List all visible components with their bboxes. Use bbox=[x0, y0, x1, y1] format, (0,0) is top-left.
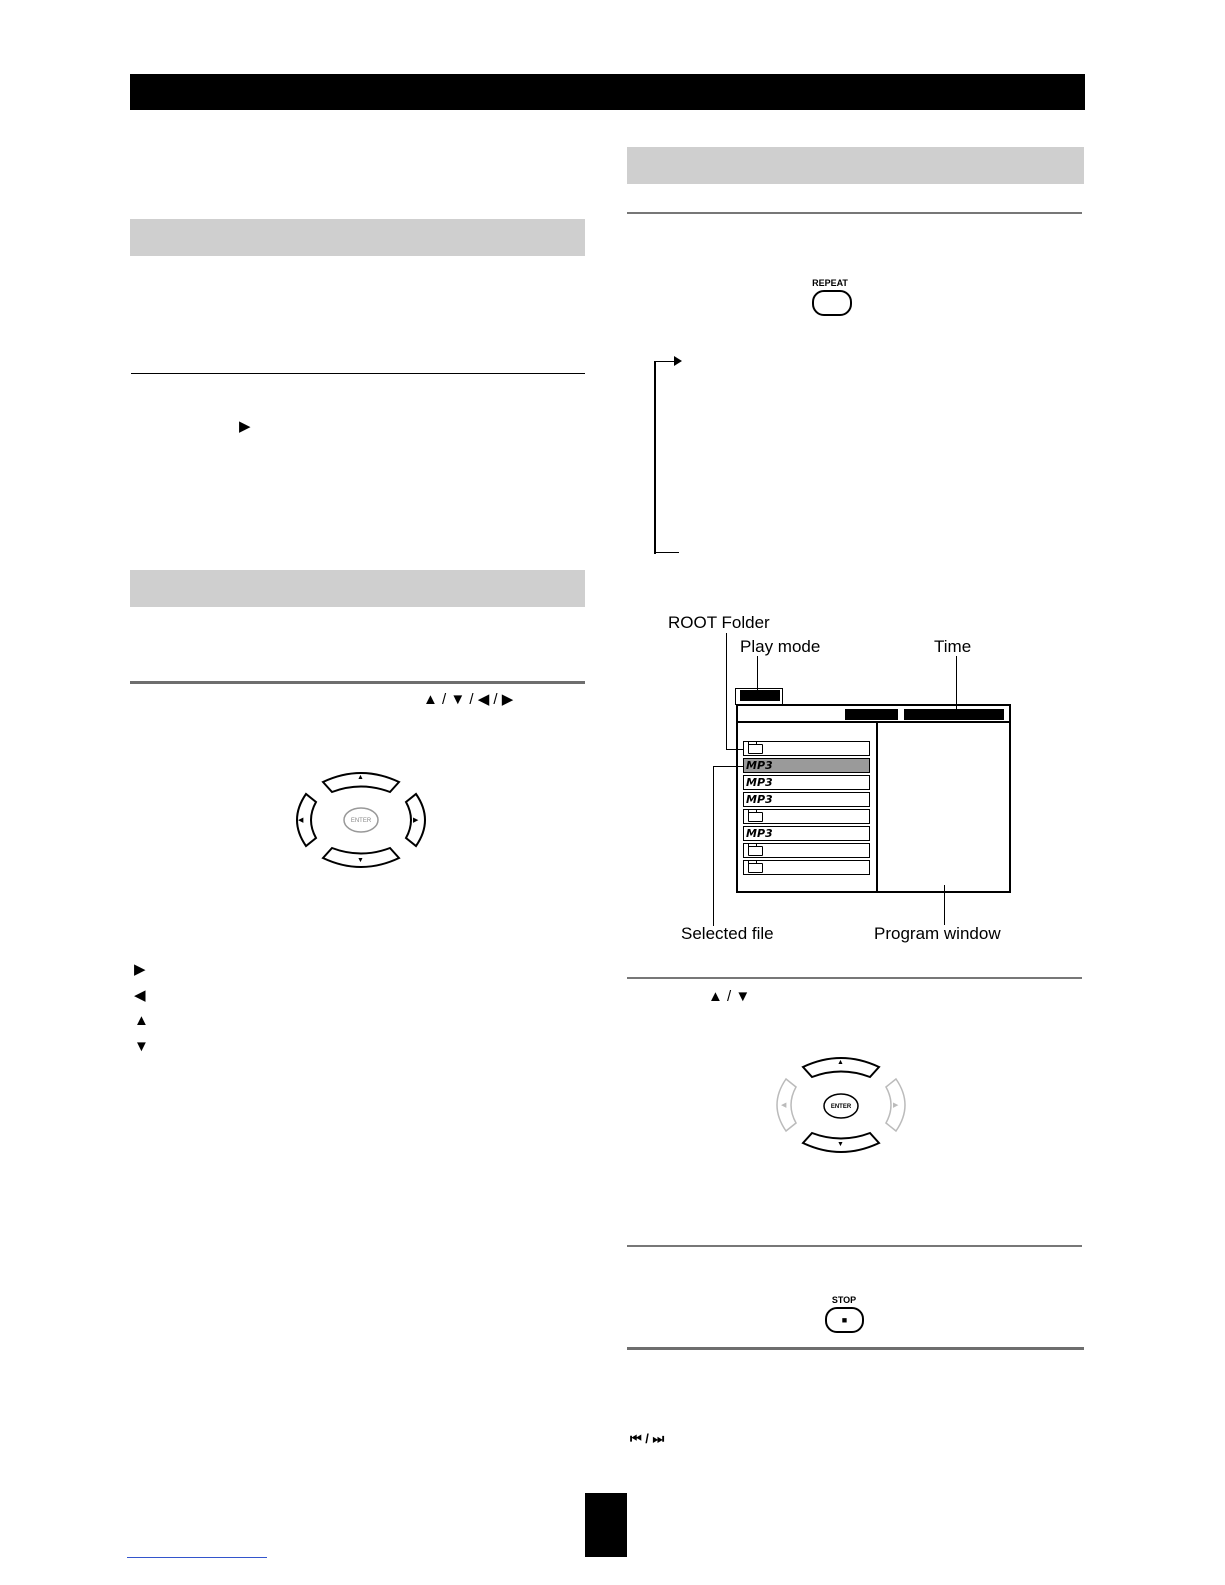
folder-icon bbox=[748, 744, 763, 754]
list-item-mp3[interactable] bbox=[743, 792, 870, 807]
folder-icon bbox=[748, 863, 763, 873]
time-label: Time bbox=[934, 637, 972, 656]
list-item-folder[interactable] bbox=[743, 843, 870, 858]
stop-button[interactable] bbox=[825, 1307, 864, 1333]
dpad-right-icon: ▶ bbox=[893, 1102, 899, 1109]
step-rule-updown bbox=[627, 977, 1082, 979]
dpad-left-button bbox=[777, 1079, 796, 1131]
list-item-mp3-selected[interactable] bbox=[743, 758, 870, 773]
play-icon: ▶ bbox=[239, 418, 251, 435]
section-band-3 bbox=[627, 147, 1084, 184]
selected-file-leader-h bbox=[713, 766, 744, 767]
up-down-text: ▲ / ▼ bbox=[708, 988, 751, 1005]
nav-arrows-text: ▲ / ▼ / ◀ / ▶ bbox=[423, 691, 514, 708]
dpad-up-icon: ▲ bbox=[357, 774, 364, 781]
cycle-bracket-top bbox=[654, 361, 676, 362]
step-rule-repeat bbox=[627, 212, 1082, 214]
play-mode-box bbox=[845, 709, 898, 720]
program-window-divider bbox=[876, 722, 878, 892]
dpad-left-icon: ◀ bbox=[298, 817, 304, 824]
arrow-down-icon: ▼ bbox=[134, 1038, 149, 1055]
cycle-arrow-head-icon bbox=[674, 356, 682, 366]
time-box bbox=[904, 709, 1004, 720]
section-band-2 bbox=[130, 570, 585, 607]
dpad-enter-label: ENTER bbox=[830, 1104, 852, 1110]
play-mode-leader bbox=[757, 656, 758, 690]
dpad-down-icon: ▼ bbox=[837, 1141, 844, 1148]
root-folder-leader-h bbox=[726, 749, 744, 750]
page-number-tab bbox=[585, 1493, 627, 1557]
screen-header-divider bbox=[738, 721, 1009, 723]
dpad-down-icon: ▼ bbox=[357, 857, 364, 864]
step-rule-stop bbox=[627, 1245, 1082, 1247]
mp3-file-icon: MP3 bbox=[746, 759, 773, 772]
root-folder-tab-fill bbox=[740, 690, 780, 701]
selected-file-label: Selected file bbox=[681, 924, 774, 943]
dpad-right-icon: ▶ bbox=[413, 817, 419, 824]
dpad-enter-label: ENTER bbox=[350, 818, 372, 824]
root-folder-leader bbox=[726, 633, 727, 750]
skip-buttons-text: ⏮ / ⏭ bbox=[630, 1431, 665, 1446]
root-folder-label: ROOT Folder bbox=[668, 613, 770, 632]
list-item-mp3[interactable] bbox=[743, 775, 870, 790]
header-bar bbox=[130, 74, 1085, 110]
mp3-file-icon: MP3 bbox=[746, 793, 773, 806]
step-rule bbox=[130, 681, 585, 684]
cycle-bracket-bottom bbox=[654, 552, 679, 553]
arrow-right-icon: ▶ bbox=[134, 961, 146, 978]
list-item-folder[interactable] bbox=[743, 809, 870, 824]
cycle-bracket-vertical bbox=[654, 361, 656, 554]
mp3-file-icon: MP3 bbox=[746, 776, 773, 789]
dpad-up-icon: ▲ bbox=[837, 1059, 844, 1066]
folder-icon bbox=[748, 812, 763, 822]
time-leader bbox=[956, 656, 957, 712]
list-item-mp3[interactable] bbox=[743, 826, 870, 841]
section-band-1 bbox=[130, 219, 585, 256]
selected-file-leader bbox=[713, 766, 714, 926]
program-window-label: Program window bbox=[874, 924, 1001, 943]
program-window-leader bbox=[944, 885, 945, 925]
stop-button-label: STOP bbox=[831, 1295, 857, 1305]
arrow-up-icon: ▲ bbox=[134, 1012, 149, 1029]
play-mode-label: Play mode bbox=[740, 637, 821, 656]
dpad-left-icon: ◀ bbox=[781, 1102, 787, 1109]
stop-icon: ■ bbox=[841, 1315, 848, 1325]
list-item-folder[interactable] bbox=[743, 860, 870, 875]
step-rule-skip bbox=[627, 1347, 1084, 1350]
mp3-file-icon: MP3 bbox=[746, 827, 773, 840]
footer-link-line bbox=[127, 1557, 267, 1558]
folder-icon bbox=[748, 846, 763, 856]
list-item-folder[interactable] bbox=[743, 741, 870, 756]
repeat-button-label: REPEAT bbox=[812, 278, 848, 288]
divider-rule bbox=[131, 373, 585, 374]
repeat-button[interactable] bbox=[812, 290, 852, 316]
arrow-left-icon: ◀ bbox=[134, 987, 146, 1004]
